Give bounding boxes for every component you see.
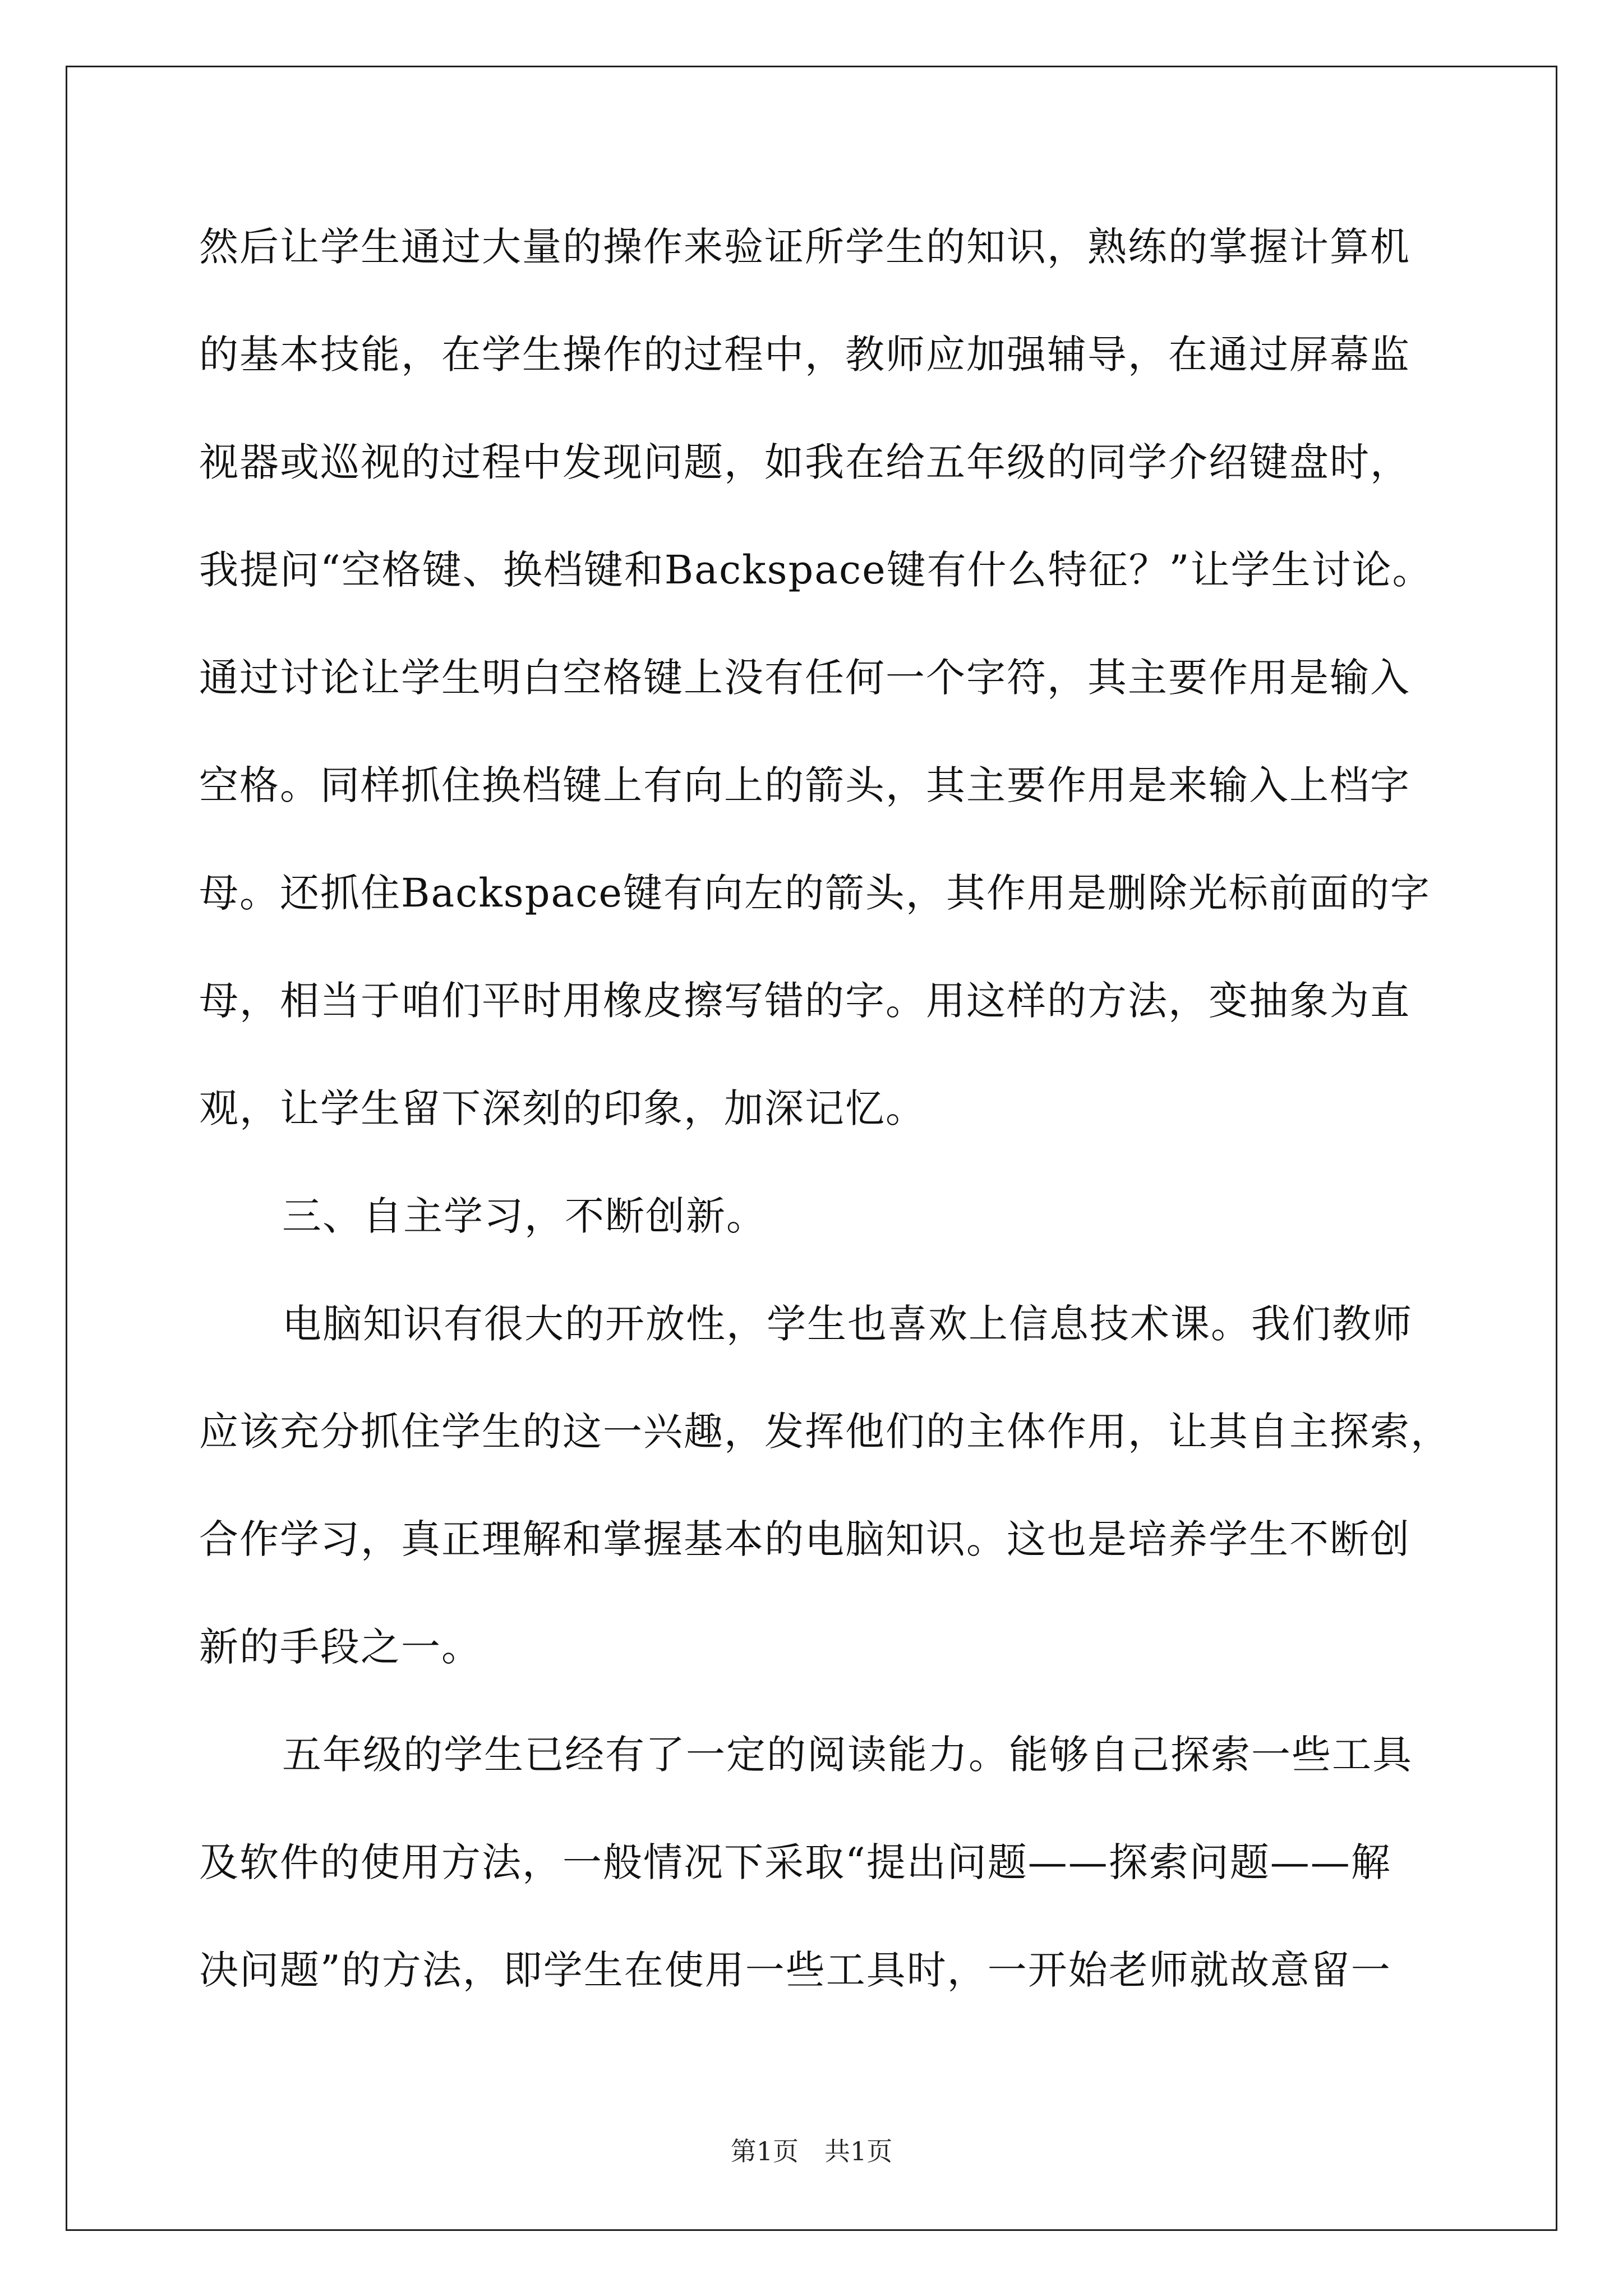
text-line: 我提问“空格键、换档键和Backspace键有什么特征？”让学生讨论。	[199, 547, 1433, 593]
text-line: 决问题”的方法，即学生在使用一些工具时，一开始老师就故意留一	[199, 1947, 1391, 1993]
document-body	[199, 208, 1451, 2039]
text-line: 及软件的使用方法，一般情况下采取“提出问题——探索问题——解	[199, 1839, 1391, 1885]
text-line: 新的手段之一。	[199, 1624, 482, 1670]
section-heading: 三、自主学习，不断创新。	[282, 1193, 767, 1239]
page-footer: 第1页 共1页	[730, 2136, 893, 2166]
text-line: 空格。同样抓住换档键上有向上的箭头，其主要作用是来输入上档字	[199, 762, 1410, 808]
text-line: 母，相当于咱们平时用橡皮擦写错的字。用这样的方法，变抽象为直	[199, 978, 1410, 1024]
text-line: 观，让学生留下深刻的印象，加深记忆。	[199, 1085, 926, 1131]
text-line: 然后让学生通过大量的操作来验证所学生的知识，熟练的掌握计算机	[199, 224, 1410, 270]
text-line: 合作学习，真正理解和掌握基本的电脑知识。这也是培养学生不断创	[199, 1516, 1410, 1562]
text-line: 通过讨论让学生明白空格键上没有任何一个字符，其主要作用是输入	[199, 655, 1410, 701]
text-line: 母。还抓住Backspace键有向左的箭头，其作用是删除光标前面的字	[199, 870, 1431, 916]
text-line: 的基本技能，在学生操作的过程中，教师应加强辅导，在通过屏幕监	[199, 332, 1410, 378]
text-line: 视器或巡视的过程中发现问题，如我在给五年级的同学介绍键盘时，	[199, 439, 1410, 485]
text-line: 五年级的学生已经有了一定的阅读能力。能够自己探索一些工具	[282, 1732, 1413, 1778]
text-line: 电脑知识有很大的开放性，学生也喜欢上信息技术课。我们教师	[282, 1301, 1413, 1347]
text-line: 应该充分抓住学生的这一兴趣，发挥他们的主体作用，让其自主探索，	[199, 1409, 1451, 1455]
